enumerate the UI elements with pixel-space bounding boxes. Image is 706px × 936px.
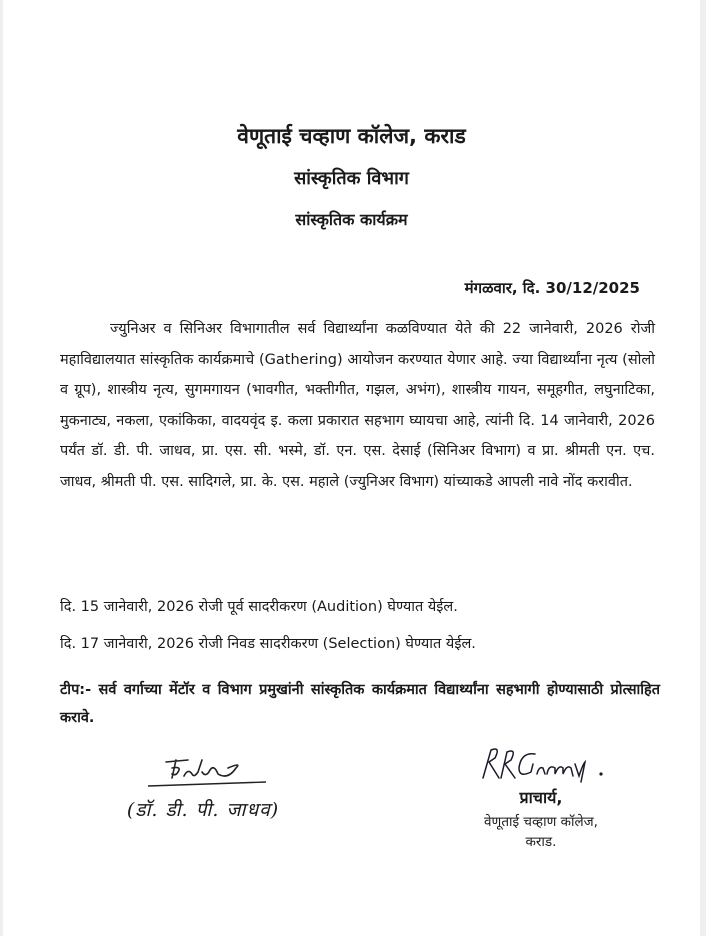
principal-city: कराड.: [525, 834, 557, 850]
principal-college: वेणूताई चव्हाण कॉलेज,: [484, 814, 598, 830]
notice-body: ज्युनिअर व सिनिअर विभागातील सर्व विद्यार्थ्यांना कळविण्यात येते की 22 जानेवारी, 2026 रोजी महाविद्यालयात सांस्कृतिक कार्यक्रमाचे (Gathering) आयोजन करण्यात येणार आहे. ज्या विद्यार्थ्यांना नृत्य (सोलो व ग्रूप), शास्त्रीय नृत्य, सुगमगायन (भावगीत, भक्तीगीत, गझल, अभंग), शास्त्रीय गायन, समूहगीत, लघुनाटिका, मुकनाट्य, नकला, एकांकिका, वादयवृंद इ. कला प्रकारात सहभाग घ्यायचा आहे, त्यांनी दि. 14 जानेवारी, 2026 पर्यंत डॉ. डी. पी. जाधव, प्रा. एस. सी. भस्मे, डॉ. एन. एस. देसाई (सिनिअर विभाग) व प्रा. श्रीमती एन. एच. जाधव, श्रीमती पी. एस. सादिगले, प्रा. के. एस. महाले (ज्युनिअर विभाग) यांच्याकडे आपली नावे नोंद करावीत.: [60, 321, 655, 490]
department-name: सांस्कृतिक विभाग: [294, 168, 409, 189]
handwritten-signature-icon: [118, 754, 288, 790]
handwritten-signature-icon: [475, 744, 615, 784]
notice-date: मंगळवार, दि. 30/12/2025: [464, 279, 640, 297]
principal-signature-block: [451, 744, 631, 850]
selection-schedule: दि. 17 जानेवारी, 2026 रोजी निवड सादरीकरण (Selection) घेण्यात येईल.: [60, 636, 476, 652]
college-name: वेणूताई चव्हाण कॉलेज, कराड: [237, 124, 466, 148]
notice-page: [3, 0, 700, 936]
coordinator-signature-block: [103, 754, 303, 822]
coordinator-name: (डॉ. डी. पी. जाधव): [126, 799, 280, 821]
notice-subject: सांस्कृतिक कार्यक्रम: [295, 210, 408, 229]
audition-schedule: दि. 15 जानेवारी, 2026 रोजी पूर्व सादरीकरण (Audition) घेण्यात येईल.: [60, 599, 458, 615]
note-text: टीप:- सर्व वर्गाच्या मेंटॉर व विभाग प्रमुखांनी सांस्कृतिक कार्यक्रमात विद्यार्थ्यांना सहभागी होण्यासाठी प्रोत्साहित करावे.: [60, 682, 660, 726]
principal-title: प्राचार्य,: [519, 788, 563, 807]
